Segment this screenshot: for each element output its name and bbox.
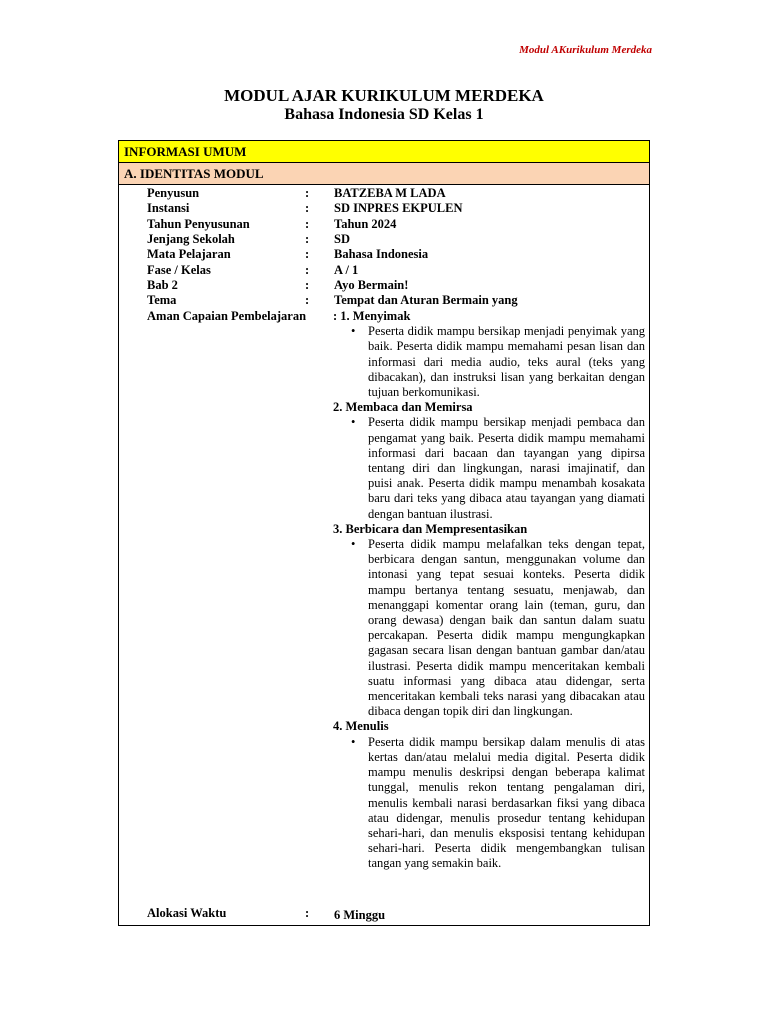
cp-label: Aman Capaian Pembelajaran bbox=[147, 309, 307, 323]
field-label: Mata Pelajaran bbox=[147, 247, 231, 261]
cp-bullet bbox=[334, 324, 645, 400]
field-colon: : bbox=[305, 263, 310, 277]
field-value: SD bbox=[334, 232, 350, 246]
field-label: Instansi bbox=[147, 201, 190, 215]
field-colon: : bbox=[305, 293, 310, 307]
cp-bullet-text: Peserta didik mampu melafalkan teks dengan tepat, berbicara dengan santun, menggunakan volume dan intonasi yang tepat sesuai konteks. Peserta didik mampu bertanya tentang sesuatu, menjawab, dan menanggapi komentar orang lain (teman, guru, dan orang dewasa) dengan baik dan santun dalam suatu percakapan. Peserta didik mampu mengungkapkan gagasan secara lisan dengan bantuan gambar dan/atau ilustrasi. Peserta didik mampu menceritakan kembali suatu informasi yang dibaca atau didengar, serta menceritakan kembali teks narasi yang dibacakan atau dibaca dengan topik diri dan lingkungan. bbox=[368, 537, 645, 719]
field-colon: : bbox=[305, 906, 310, 920]
field-value: Ayo Bermain! bbox=[334, 278, 409, 292]
cp-bullet-text: Peserta didik mampu bersikap dalam menulis di atas kertas dan/atau melalui media digital. Peserta didik mampu menulis deskripsi dengan beberapa kalimat tunggal, menulis rekon tentang pengalaman diri, menulis kembali narasi berdasarkan fiksi yang dibaca atau didengar, menulis prosedur tentang kehidupan sehari-hari, dan menulis eksposisi tentang kehidupan sehari-hari. Peserta didik mengembangkan tulisan tangan yang semakin baik. bbox=[368, 734, 645, 871]
field-colon: : bbox=[305, 247, 310, 261]
field-label: Tema bbox=[147, 293, 177, 307]
cp-section-title: 2. Membaca dan Memirsa bbox=[333, 400, 473, 415]
bullet-dot: • bbox=[351, 415, 356, 430]
field-label: Bab 2 bbox=[147, 278, 178, 292]
field-label: Fase / Kelas bbox=[147, 263, 211, 277]
field-value: Bahasa Indonesia bbox=[334, 247, 429, 261]
field-label: Jenjang Sekolah bbox=[147, 232, 235, 246]
page-title: MODUL AJAR KURIKULUM MERDEKA bbox=[224, 86, 544, 105]
field-label: Tahun Penyusunan bbox=[147, 217, 250, 231]
bullet-dot: • bbox=[351, 537, 356, 552]
cp-bullet-text: Peserta didik mampu bersikap menjadi penyimak yang baik. Peserta didik mampu memahami pesan lisan dan informasi dari media audio, teks aural (teks yang dibacakan), dan instruksi lisan yang berkaitan dengan tujuan berkomunikasi. bbox=[368, 324, 645, 400]
cp-bullet bbox=[334, 735, 645, 872]
cp-bullet bbox=[334, 415, 645, 521]
section-bar-informasi-umum: INFORMASI UMUM bbox=[119, 141, 649, 163]
cp-section-title: : 1. Menyimak bbox=[333, 309, 411, 323]
field-colon: : bbox=[305, 232, 310, 246]
cp-bullet bbox=[334, 537, 645, 719]
subsection-bar-identitas-modul: A. IDENTITAS MODUL bbox=[119, 163, 649, 185]
cp-bullet-text: Peserta didik mampu bersikap menjadi pembaca dan pengamat yang baik. Peserta didik mampu memahami informasi dari bacaan dan tayangan yang dipirsa tentang diri dan lingkungan, narasi imajinatif, dan puisi anak. Peserta didik mampu menambah kosakata baru dari teks yang dibaca atau tayangan yang diamati dengan bantuan ilustrasi. bbox=[368, 415, 645, 521]
alloc-value: 6 Minggu bbox=[334, 908, 386, 922]
field-value: SD INPRES EKPULEN bbox=[334, 201, 463, 215]
field-label: Penyusun bbox=[147, 186, 200, 200]
field-value: Tempat dan Aturan Bermain yang bbox=[334, 293, 518, 307]
bullet-dot: • bbox=[351, 734, 356, 749]
field-colon: : bbox=[305, 217, 310, 231]
field-value: A / 1 bbox=[334, 263, 359, 277]
field-colon: : bbox=[305, 201, 310, 215]
field-value: BATZEBA M LADA bbox=[334, 186, 446, 200]
module-identity-table bbox=[118, 140, 650, 926]
cp-section-title: 3. Berbicara dan Mempresentasikan bbox=[333, 521, 528, 536]
cp-content bbox=[334, 309, 645, 872]
cp-section-title: 4. Menulis bbox=[333, 719, 389, 734]
page-subtitle: Bahasa Indonesia SD Kelas 1 bbox=[284, 106, 484, 123]
alloc-label: Alokasi Waktu bbox=[147, 906, 227, 920]
field-colon: : bbox=[305, 186, 310, 200]
bullet-dot: • bbox=[351, 324, 356, 339]
header-note: Modul AKurikulum Merdeka bbox=[519, 44, 652, 56]
field-value: Tahun 2024 bbox=[334, 217, 397, 231]
field-colon: : bbox=[305, 278, 310, 292]
alloc-row bbox=[147, 906, 647, 921]
